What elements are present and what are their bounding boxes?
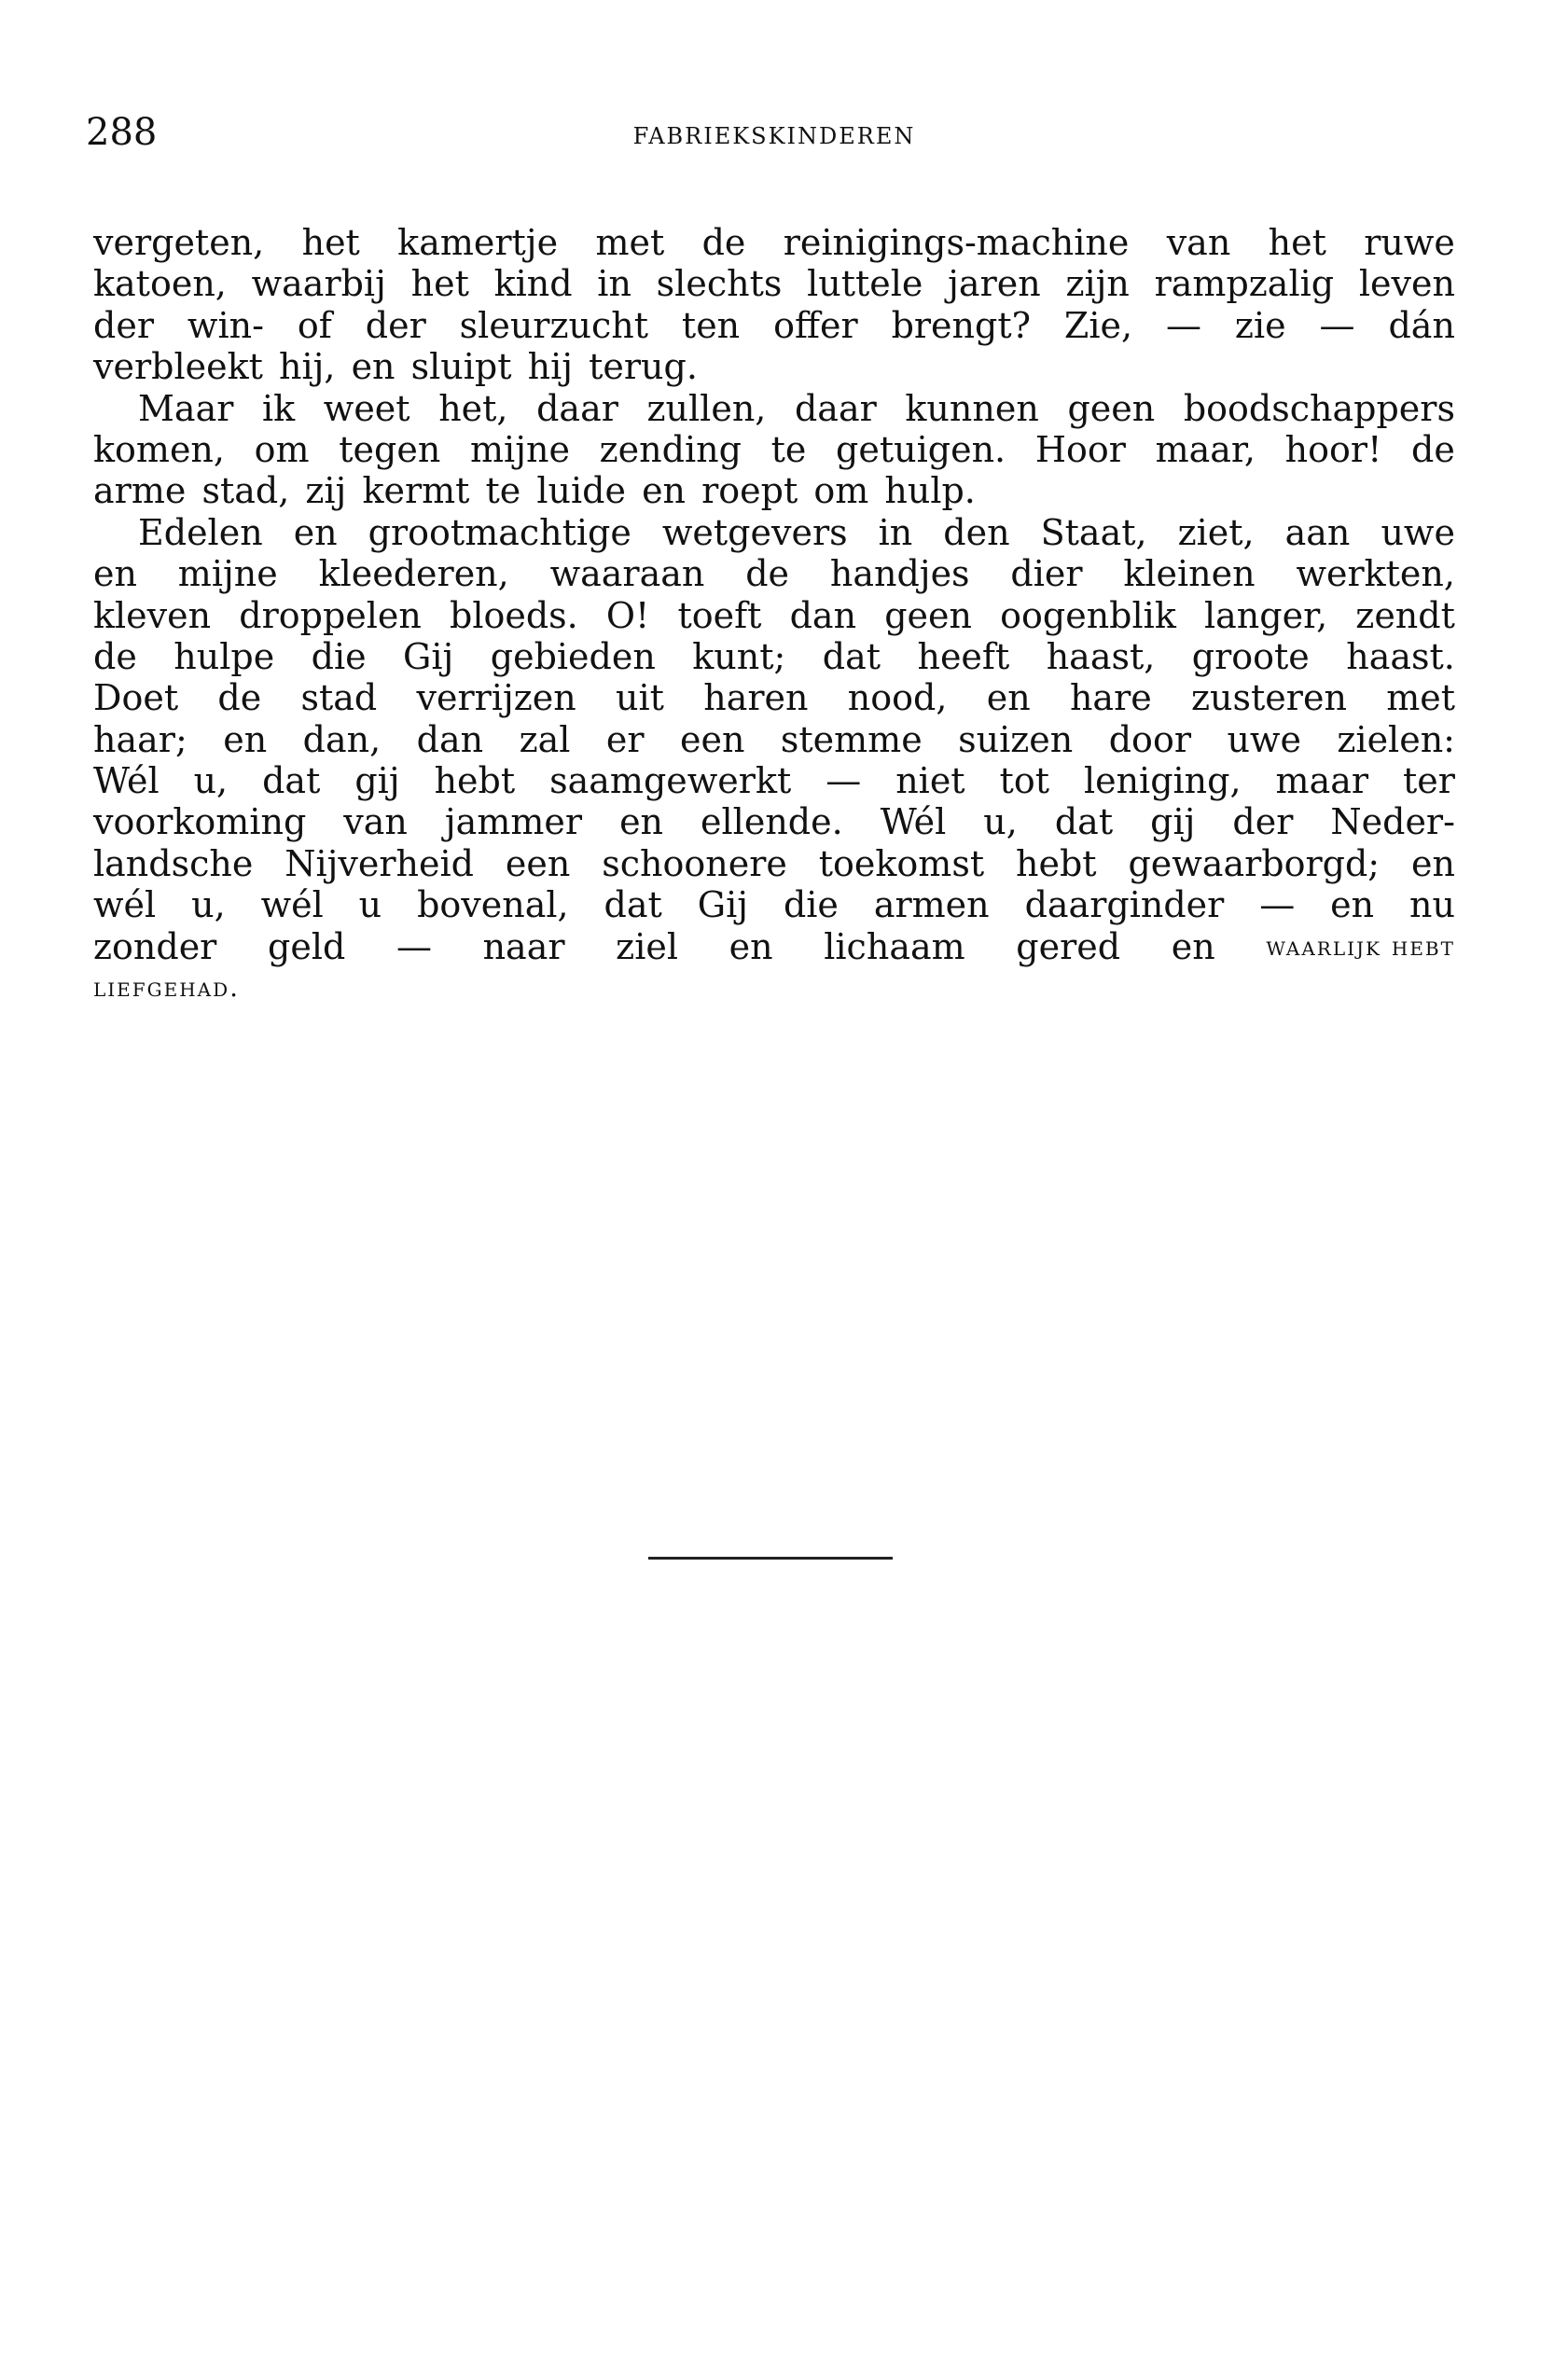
word: — [826, 760, 862, 802]
word: en [1411, 842, 1455, 884]
word: de [1411, 428, 1455, 470]
word: van [1166, 222, 1231, 263]
word: weet [323, 387, 410, 429]
word: sluipt [410, 346, 512, 388]
word: Hoor [1034, 428, 1126, 470]
word: saamgewerkt [549, 760, 792, 802]
text-line [93, 636, 1455, 677]
word: uwe [1227, 718, 1301, 760]
word: — [395, 925, 432, 967]
word: boodschappers [1183, 387, 1455, 429]
word: zullen, [646, 387, 767, 429]
word: kunt; [692, 635, 786, 677]
word: gebieden [490, 635, 656, 677]
word: geen [1067, 387, 1156, 429]
word: zending [599, 428, 742, 470]
word: dat [604, 884, 662, 926]
word: ruwe [1364, 222, 1455, 263]
word: dat [822, 635, 881, 677]
word: zielen: [1337, 718, 1455, 760]
text-line [93, 305, 1455, 346]
word: roept [701, 470, 798, 512]
word: Gij [697, 884, 749, 926]
word: u, [193, 760, 229, 802]
word: haast. [1346, 635, 1455, 677]
word: voorkoming [93, 801, 307, 843]
text-line [93, 926, 1455, 967]
word: heeft [917, 635, 1010, 677]
word: bloeds. [450, 594, 578, 636]
word: leven [1358, 263, 1455, 305]
word: en [293, 511, 338, 553]
text-line [93, 884, 1455, 925]
word: door [1108, 718, 1191, 760]
word: stad, [201, 470, 290, 512]
word: zal [519, 718, 571, 760]
text-line [93, 967, 1455, 1008]
word: rampzalig [1154, 263, 1335, 305]
word: haast, [1046, 635, 1156, 677]
word: ten [681, 304, 741, 346]
word: stemme [780, 718, 923, 760]
word: der [365, 304, 426, 346]
word: waaraan [549, 553, 705, 595]
word: dan, [302, 718, 382, 760]
word: haren [703, 677, 809, 719]
word: jammer [444, 801, 583, 843]
word: brengt? [891, 304, 1031, 346]
text-line [93, 760, 1455, 801]
word: tegen [339, 428, 441, 470]
word: maar [1275, 760, 1369, 802]
word: — [1319, 304, 1355, 346]
word: — [1259, 884, 1296, 926]
text-line [93, 346, 1455, 387]
word: wél [93, 884, 157, 926]
word: tot [999, 760, 1049, 802]
word: Neder- [1330, 801, 1455, 843]
word: der [1232, 801, 1294, 843]
word: de [93, 635, 137, 677]
word: Wél [93, 760, 160, 802]
word: in [597, 263, 631, 305]
word: zendt [1355, 594, 1455, 636]
text-line [93, 222, 1455, 263]
word: offer [773, 304, 858, 346]
word: gewaarborgd; [1128, 842, 1381, 884]
text-line [93, 677, 1455, 718]
word: nood, [847, 677, 948, 719]
word: daar [536, 387, 618, 429]
word: en [351, 346, 395, 388]
word: ziel [616, 925, 678, 967]
word: verbleekt [93, 346, 263, 388]
word: luttele [807, 263, 923, 305]
word: u [358, 884, 382, 926]
word: hij [527, 346, 574, 388]
word: arme [93, 470, 187, 512]
word: dier [1010, 553, 1083, 595]
text-line [93, 470, 1455, 511]
word: hebt [434, 760, 516, 802]
word: landsche [93, 842, 254, 884]
word: te [770, 428, 807, 470]
word: zonder [93, 925, 217, 967]
text-line [93, 595, 1455, 636]
word: kleinen [1123, 553, 1256, 595]
text-line [93, 719, 1455, 760]
word: werkten, [1296, 553, 1455, 595]
text-line [93, 512, 1455, 553]
word: armen [873, 884, 990, 926]
word: luide [536, 470, 626, 512]
word: slechts [656, 263, 783, 305]
word: geld [268, 925, 346, 967]
word: handjes [829, 553, 970, 595]
word: stad [300, 677, 378, 719]
word: een [505, 842, 571, 884]
word: met [1386, 677, 1455, 719]
word: kleederen, [318, 553, 509, 595]
word: en [1171, 925, 1215, 967]
word: zusteren [1191, 677, 1347, 719]
word: en [223, 718, 268, 760]
word: uit [616, 677, 664, 719]
word: den [943, 511, 1010, 553]
page-number: 288 [86, 111, 158, 154]
word: niet [895, 760, 965, 802]
word: of [297, 304, 332, 346]
section-divider [648, 1557, 893, 1560]
word: kunnen [905, 387, 1039, 429]
word: kleven [93, 594, 212, 636]
word: het, [438, 387, 508, 429]
word: zij [305, 470, 347, 512]
word: lichaam [824, 925, 965, 967]
word: Nijverheid [284, 842, 474, 884]
text-line [93, 843, 1455, 884]
word: waarbij [251, 263, 386, 305]
word: u, [983, 801, 1018, 843]
word: ter [1403, 760, 1455, 802]
word: de [745, 553, 790, 595]
word: geen [884, 594, 972, 636]
word: gij [1150, 801, 1196, 843]
word: haar; [93, 718, 187, 760]
text-line [93, 801, 1455, 842]
word: dat [262, 760, 321, 802]
word: hulp. [884, 470, 976, 512]
word: Edelen [138, 511, 263, 553]
word: daarginder [1024, 884, 1225, 926]
word: om [254, 428, 310, 470]
word: suizen [958, 718, 1074, 760]
word: verrijzen [416, 677, 576, 719]
word: grootmachtige [368, 511, 631, 553]
word: toekomst [818, 842, 985, 884]
word: in [878, 511, 913, 553]
word: hebt [1016, 842, 1097, 884]
text-line [93, 553, 1455, 594]
word: jaren [948, 263, 1041, 305]
word: reinigings-machine [783, 222, 1130, 263]
word: daar [794, 387, 877, 429]
word: toeft [677, 594, 762, 636]
emphasis-text: liefgehad. [93, 972, 241, 1004]
word: en [619, 801, 664, 843]
word: van [343, 801, 408, 843]
emphasis-text: waarlijk hebt [1266, 930, 1455, 962]
word: kind [493, 263, 573, 305]
word: te [485, 470, 521, 512]
word: langer, [1203, 594, 1328, 636]
word: om [813, 470, 869, 512]
word: O! [605, 594, 650, 636]
word: u, [191, 884, 226, 926]
word: mijne [177, 553, 278, 595]
word: sleurzucht [459, 304, 648, 346]
word: het [301, 222, 360, 263]
word: oogenblik [1000, 594, 1176, 636]
word: leniging, [1083, 760, 1242, 802]
word: en [1330, 884, 1375, 926]
word: en [642, 470, 687, 512]
text-line [93, 263, 1455, 304]
word: Wél [880, 801, 947, 843]
word: bovenal, [417, 884, 569, 926]
word: kamertje [397, 222, 559, 263]
word: Staat, [1040, 511, 1147, 553]
word: Zie, [1063, 304, 1133, 346]
word: met [595, 222, 665, 263]
word: Maar [138, 387, 234, 429]
text-line [93, 388, 1455, 429]
word: zie [1234, 304, 1286, 346]
text-line [93, 429, 1455, 470]
word: er [605, 718, 645, 760]
word: die [783, 884, 839, 926]
word: dán [1388, 304, 1455, 346]
word: getuigen. [836, 428, 1006, 470]
word: ellende. [701, 801, 843, 843]
word: Gij [403, 635, 454, 677]
word: win- [187, 304, 264, 346]
running-head: FABRIEKSKINDEREN [632, 123, 916, 149]
word: zijn [1065, 263, 1130, 305]
word: en [728, 925, 773, 967]
word: der [93, 304, 154, 346]
word: die [311, 635, 367, 677]
word: droppelen [239, 594, 422, 636]
word: het [1268, 222, 1326, 263]
word: de [217, 677, 262, 719]
word: ik [262, 387, 296, 429]
word: het [410, 263, 469, 305]
word: gered [1016, 925, 1121, 967]
word: mijne [470, 428, 570, 470]
word: gij [354, 760, 400, 802]
word: maar, [1155, 428, 1256, 470]
word: hoor! [1284, 428, 1382, 470]
word: de [701, 222, 746, 263]
word: naar [482, 925, 565, 967]
word: terug. [589, 346, 698, 388]
word: en [93, 553, 137, 595]
word: — [1165, 304, 1201, 346]
word: ziet, [1177, 511, 1255, 553]
word: dan [789, 594, 857, 636]
word: wél [260, 884, 324, 926]
word: komen, [93, 428, 225, 470]
word: hulpe [173, 635, 275, 677]
word: uwe [1381, 511, 1455, 553]
word: aan [1284, 511, 1351, 553]
word: wetgevers [661, 511, 848, 553]
word: hare [1069, 677, 1152, 719]
word: schoonere [602, 842, 787, 884]
word: groote [1191, 635, 1310, 677]
word: een [679, 718, 745, 760]
word: dan [416, 718, 484, 760]
word: nu [1409, 884, 1455, 926]
word: Doet [93, 677, 179, 719]
word: hij, [278, 346, 336, 388]
word: dat [1054, 801, 1114, 843]
word: katoen, [93, 263, 227, 305]
word: en [986, 677, 1031, 719]
word: kermt [362, 470, 470, 512]
body-text [93, 222, 1455, 1008]
word: vergeten, [93, 222, 265, 263]
